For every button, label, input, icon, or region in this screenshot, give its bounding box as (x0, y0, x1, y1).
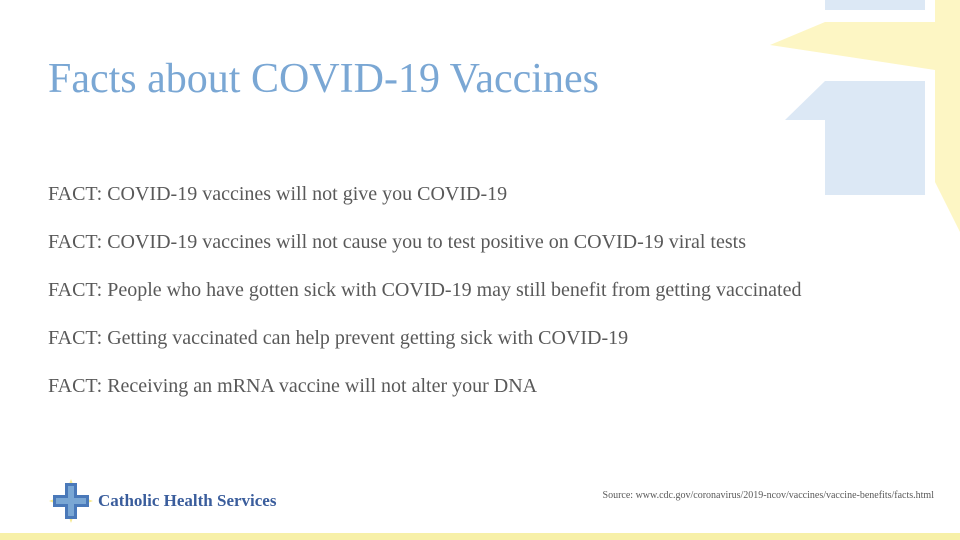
page-title: Facts about COVID-19 Vaccines (48, 56, 599, 102)
fact-list (48, 178, 801, 418)
source-citation: Source: www.cdc.gov/coronavirus/2019-ncov/vaccines/vaccine-benefits/facts.html (602, 490, 934, 501)
bottom-accent-bar (0, 533, 960, 540)
organization-name: Catholic Health Services (98, 491, 277, 510)
fact-item: FACT: COVID-19 vaccines will not cause you to test positive on COVID-19 viral tests (48, 231, 746, 253)
organization-logo (48, 478, 276, 524)
fact-item: FACT: Getting vaccinated can help prevent getting sick with COVID-19 (48, 327, 629, 349)
fact-item: FACT: People who have gotten sick with COVID-19 may still benefit from getting vaccinated (48, 279, 802, 301)
fact-item: FACT: Receiving an mRNA vaccine will not alter your DNA (48, 375, 538, 397)
fact-item: FACT: COVID-19 vaccines will not give you COVID-19 (48, 183, 508, 205)
cross-icon (48, 478, 94, 524)
